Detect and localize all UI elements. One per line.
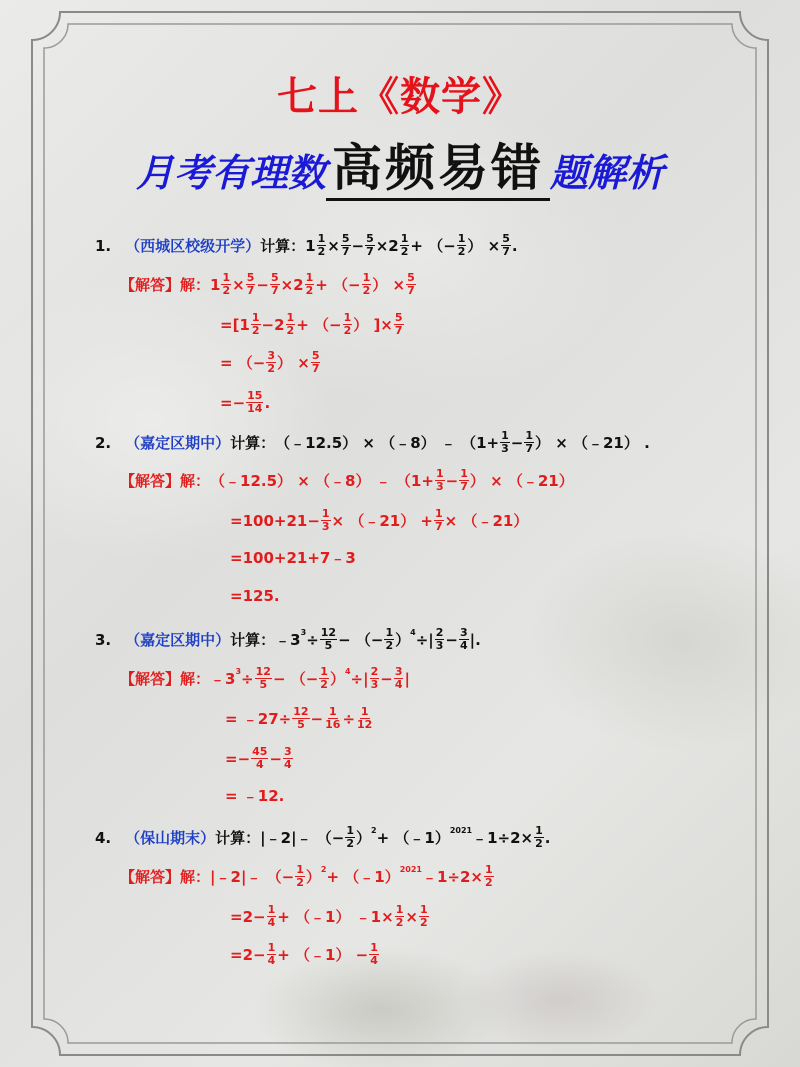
fraction: $\frac{1}{2}$ [346,824,355,850]
fraction: $\frac{1}{2}$ [484,863,493,889]
fraction: $\frac{1}{2}$ [362,271,371,297]
question-number: 1. [95,236,112,255]
fraction: $\frac{1}{2}$ [317,232,326,258]
fraction: $\frac{1}{2}$ [320,665,328,691]
fraction: $\frac{5}{7}$ [502,232,510,258]
fraction: $\frac{1}{3}$ [321,507,330,533]
math-expression: 1 $\frac{1}{2}$ × $\frac{5}{7}$ − $\frac{5}{7}$ ×2 $\frac{1}{2}$ + （− $\frac{1}{2}$ ） × $\frac{5}{7}$ . [305,232,518,258]
subtitle-left: 月考有理数 [135,150,326,195]
fraction: $\frac{1}{16}$ [325,705,341,731]
fraction: $\frac{5}{7}$ [341,232,350,258]
subtitle-right: 题解析 [550,150,665,195]
fraction: $\frac{12}{5}$ [255,665,271,691]
question-line [95,627,481,652]
fraction: $\frac{1}{2}$ [286,311,295,337]
fraction: $\frac{3}{4}$ [284,745,292,771]
solution-step [230,586,280,606]
math-expression: |﹣2|﹣ （− $\frac{1}{2}$ ） 2 + （﹣1） 2021 ﹣1÷2× $\frac{1}{2}$ [210,863,493,889]
fraction: $\frac{1}{4}$ [267,941,276,967]
fraction: $\frac{5}{7}$ [270,271,279,297]
question-number: 4. [95,828,112,847]
fraction: $\frac{1}{7}$ [435,507,443,533]
subtitle-highlight: 高频易错 [326,138,550,201]
answer-line [120,864,495,889]
fraction: $\frac{1}{2}$ [419,903,428,929]
math-expression: =[1 $\frac{1}{2}$ −2 $\frac{1}{2}$ + （− $\frac{1}{2}$ ） ]× $\frac{5}{7}$ [220,311,403,337]
answer-tag: 【解答】 [120,471,181,490]
fraction: $\frac{12}{5}$ [293,705,309,731]
fraction: $\frac{1}{2}$ [296,863,304,889]
exponent: 2021 [399,865,422,874]
fraction: $\frac{15}{14}$ [247,389,263,415]
answer-tag: 【解答】 [120,669,181,688]
math-expression: =2− $\frac{1}{4}$ + （﹣1） ﹣1× $\frac{1}{2}$ × $\frac{1}{2}$ [230,903,428,929]
question-line [95,233,518,258]
solve-label: 解： [180,275,211,294]
fraction: $\frac{1}{2}$ [251,311,260,337]
math-expression: =− $\frac{45}{4}$ − $\frac{3}{4}$ [225,745,292,771]
fraction: $\frac{5}{7}$ [407,271,415,297]
question-source: （嘉定区期中） [125,433,231,452]
math-expression: （﹣12.5） × （﹣8） ﹣ （1+ $\frac{1}{3}$ − $\frac{1}{7}$ ） × （﹣21） [210,467,574,493]
solution-step [220,390,270,415]
fraction: $\frac{2}{3}$ [435,626,444,652]
fraction: $\frac{5}{7}$ [246,271,255,297]
question-number: 2. [95,433,112,452]
exponent: 3 [235,667,242,676]
exponent: 2021 [449,826,473,835]
fraction: $\frac{3}{4}$ [459,626,468,652]
fraction: $\frac{3}{4}$ [394,665,403,691]
compute-label: 计算： [260,236,306,255]
fraction: $\frac{1}{12}$ [357,705,373,731]
math-expression: = ﹣12. [225,787,285,805]
math-expression: =− $\frac{15}{14}$ . [220,389,271,415]
fraction: $\frac{3}{2}$ [267,349,276,375]
question-source: （保山期末） [125,828,216,847]
fraction: $\frac{1}{7}$ [460,467,468,493]
fraction: $\frac{1}{7}$ [525,429,533,455]
fraction: $\frac{1}{2}$ [535,824,543,850]
fraction: $\frac{5}{7}$ [394,311,403,337]
fraction: $\frac{1}{2}$ [395,903,404,929]
solution-step [225,706,374,731]
solve-label: 解： [180,471,211,490]
math-expression: = （− $\frac{3}{2}$ ） × $\frac{5}{7}$ [220,349,320,375]
question-source: （西城区校级开学） [125,236,261,255]
fraction: $\frac{1}{2}$ [385,626,394,652]
question-source: （嘉定区期中） [125,630,231,649]
question-line [95,430,650,455]
fraction: $\frac{45}{4}$ [252,745,268,771]
fraction: $\frac{1}{2}$ [457,232,466,258]
answer-line [120,666,410,691]
solution-step [230,508,528,533]
answer-line [120,272,417,297]
page-title: 七上《数学》 [277,73,523,120]
fraction: $\frac{1}{3}$ [435,467,444,493]
fraction: $\frac{1}{4}$ [267,903,276,929]
solution-step [220,350,321,375]
solution-step [220,312,405,337]
solution-step [225,746,294,771]
fraction: $\frac{1}{2}$ [305,271,314,297]
math-expression: ﹣3 3 ÷ $\frac{12}{5}$ − （− $\frac{1}{2}$ ） 4 ÷| $\frac{2}{3}$ − $\frac{3}{4}$ |. [275,626,481,652]
answer-tag: 【解答】 [120,275,181,294]
question-number: 3. [95,630,112,649]
math-expression: （﹣12.5） × （﹣8） ﹣ （1+ $\frac{1}{3}$ − $\frac{1}{7}$ ） × （﹣21） . [275,429,650,455]
fraction: $\frac{1}{4}$ [370,941,378,967]
solution-step [230,904,430,929]
math-expression: 1 $\frac{1}{2}$ × $\frac{5}{7}$ − $\frac{5}{7}$ ×2 $\frac{1}{2}$ + （− $\frac{1}{2}$ ） × $\frac{5}{7}$ [210,271,415,297]
exponent: 2 [320,865,327,874]
fraction: $\frac{5}{7}$ [366,232,374,258]
fraction: $\frac{1}{2}$ [222,271,231,297]
compute-label: 计算： [215,828,261,847]
solution-step [225,786,284,806]
math-expression: = ﹣27÷ $\frac{12}{5}$ − $\frac{1}{16}$ ÷ $\frac{1}{12}$ [225,705,373,731]
exponent: 3 [300,628,307,637]
compute-label: 计算： [230,630,276,649]
page-subtitle [0,138,800,201]
fraction: $\frac{5}{7}$ [311,349,320,375]
solve-label: 解： [180,867,211,886]
math-expression: ﹣3 3 ÷ $\frac{12}{5}$ − （− $\frac{1}{2}$ ） 4 ÷| $\frac{2}{3}$ − $\frac{3}{4}$ | [210,665,410,691]
fraction: $\frac{1}{2}$ [400,232,409,258]
fraction: $\frac{1}{3}$ [501,429,509,455]
compute-label: 计算： [230,433,276,452]
fraction: $\frac{12}{5}$ [320,626,337,652]
answer-tag: 【解答】 [120,867,181,886]
math-expression: =2− $\frac{1}{4}$ + （﹣1） − $\frac{1}{4}$ [230,941,378,967]
math-expression: |﹣2|﹣ （− $\frac{1}{2}$ ） 2 + （﹣1） 2021 ﹣1÷2× $\frac{1}{2}$ . [260,824,551,850]
exponent: 4 [410,628,416,637]
exponent: 4 [344,667,351,676]
exponent: 2 [371,826,377,835]
solve-label: 解： [180,669,211,688]
math-expression: =100+21− $\frac{1}{3}$ × （﹣21） + $\frac{1}{7}$ × （﹣21） [230,507,529,533]
math-expression: =100+21+7﹣3 [230,549,356,567]
solution-step [230,942,380,967]
answer-line [120,468,574,493]
math-expression: =125. [230,587,280,605]
fraction: $\frac{1}{2}$ [343,311,352,337]
fraction: $\frac{2}{3}$ [370,665,379,691]
solution-step [230,548,356,568]
question-line [95,825,550,850]
